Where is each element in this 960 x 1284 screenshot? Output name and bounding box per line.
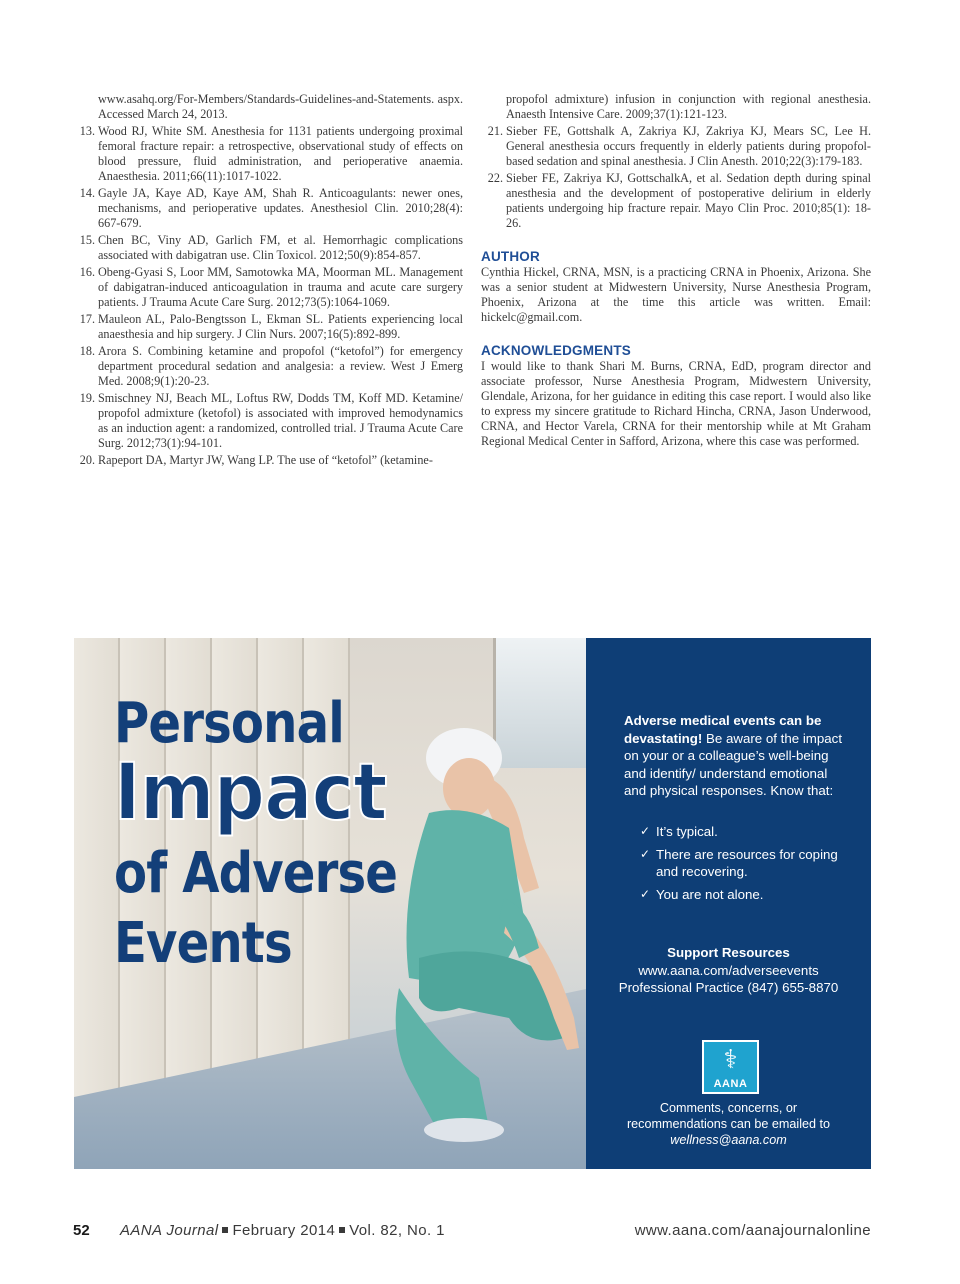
headline-line: of Adverse [114,841,398,906]
page-number: 52 [73,1222,90,1239]
reference-item [73,344,463,389]
reference-number [73,92,98,122]
reference-number: 21. [487,124,503,138]
reference-text: Smischney NJ, Beach ML, Loftus RW, Dodds TM, Koff MD. Ketamine/ propofol admixture (ketofol) is associated with improved hemodynamics as an induction agent: a randomized, controlled trial. J Trauma Acute Care Surg. 2012;73(1):94-101. [98,391,463,450]
support-phone: Professional Practice (847) 655-8870 [618,980,839,995]
reference-item [73,391,463,451]
ad-intro [624,712,844,800]
check-icon: ✓ [640,846,651,861]
acknowledgments-heading: ACKNOWLEDGMENTS [481,343,631,358]
reference-number: 20. [79,453,95,467]
reference-number: 22. [487,171,503,185]
reference-number: 15. [79,233,95,247]
intro-text: Be aware of the impact on your or a colleague’s well-being and identify/ understand emotional and physical responses. Know that: [624,730,843,798]
reference-text: Obeng-Gyasi S, Loor MM, Samotowka MA, Moorman ML. Management of dabigatran-induced anticoagulation in trauma and acute care surgery patients. J Trauma Acute Care Surg. 2012;73(5):1064-1069. [98,265,463,309]
reference-text: Wood RJ, White SM. Anesthesia for 1131 patients undergoing proximal femoral fracture repair: a retrospective, observational study of effects on blood pressure, fluid administration, and perioperative anaemia. Anaesthesia. 2011;66(11):1017-1022. [98,124,463,183]
caduceus-icon: ⚕ [723,1044,738,1074]
support-url[interactable]: www.aana.com/adverseevents [638,962,819,978]
comments-line: Comments, concerns, or [659,1101,798,1115]
bullet-text: There are resources for coping and recovering. [656,846,838,879]
support-title: Support Resources [667,945,790,960]
reference-text: Chen BC, Viny AD, Garlich FM, et al. Hemorrhagic complications associated with dabigatran use. Clin Toxicol. 2012;50(9):854-857. [98,233,463,262]
ad-headline [114,691,443,976]
headline-line: Personal [114,691,344,756]
references-right-column [481,92,871,449]
reference-number: 19. [79,391,95,405]
check-icon: ✓ [640,886,651,901]
support-resources [586,944,871,997]
acknowledgments-text: I would like to thank Shari M. Burns, CRNA, EdD, program director and associate professor, Nurse Anesthesia Program, Midwestern University, Glendale, Arizona, for her guidance in editing this case report. I would also like to express my sincere gratitude to Richard Hincha, CRNA, Jason Underwood, CRNA, and Hector Varela, CRNA for their mentorship while at Mt Graham Regional Medical Center in Safford, Arizona, where this case was performed. [481,359,871,448]
reference-text: www.asahq.org/For-Members/Standards-Guidelines-and-Statements. aspx. Accessed March 24, 2013. [98,92,463,121]
reference-number: 16. [79,265,95,279]
separator-square [222,1227,228,1233]
ad-photo [74,638,586,1169]
reference-item [73,312,463,342]
bullet-item [640,886,850,904]
bullet-item [640,846,850,881]
reference-item [73,453,463,468]
reference-number: 14. [79,186,95,200]
logo-text: AANA [713,1078,748,1090]
comments-line: recommendations can be emailed to [626,1117,830,1131]
reference-item [73,186,463,231]
references-left-column [73,92,463,470]
reference-text: Mauleon AL, Palo-Bengtsson L, Ekman SL. Patients experiencing local anaesthesia and hip surgery. J Clin Nurs. 2007;16(5):892-899. [98,312,463,341]
reference-item [481,171,871,231]
bullet-item [640,823,850,841]
advertisement [74,638,871,1169]
reference-number: 17. [79,312,95,326]
aana-logo [702,1040,759,1094]
journal-website[interactable]: www.aana.com/aanajournalonline [634,1222,871,1239]
reference-item [73,233,463,263]
reference-item [73,265,463,310]
check-icon: ✓ [640,824,651,838]
reference-continuation: propofol admixture) infusion in conjunction with regional anesthesia. Anaesth Intensive Care. 2009;37(1):121-123. [506,92,871,121]
reference-item [73,92,463,122]
author-heading: AUTHOR [481,249,540,264]
reference-number: 18. [79,344,95,358]
volume: Vol. 82, No. 1 [349,1222,445,1239]
bullet-text: You are not alone. [656,886,764,902]
intro-bold: Adverse medical events can be devastating! [624,713,822,746]
separator-square [339,1227,345,1233]
ad-info-panel [586,638,871,1169]
issue-date: February 2014 [232,1222,336,1239]
reference-number: 13. [79,124,95,138]
journal-info [120,1222,445,1239]
author-bio: Cynthia Hickel, CRNA, MSN, is a practicing CRNA in Phoenix, Arizona. She was a senior student at Midwestern University, Nurse Anesthesia Program, Phoenix, Arizona at the time this article was written. Email: hickelc@gmail.com. [481,265,871,324]
headline-line: Events [114,911,292,976]
bullet-text: It’s typical. [656,824,718,839]
reference-text: Rapeport DA, Martyr JW, Wang LP. The use of “ketofol” (ketamine- [98,453,433,467]
ad-bullets [640,823,850,908]
headline-line: Impact [114,748,387,838]
reference-item [73,124,463,184]
reference-text: Gayle JA, Kaye AD, Kaye AM, Shah R. Anticoagulants: newer ones, mechanisms, and perioperative updates. Anesthesiol Clin. 2010;28(4): 667-679. [98,186,463,230]
reference-item [481,124,871,169]
ad-comments [586,1100,871,1148]
journal-name: AANA Journal [120,1222,219,1239]
reference-text: Arora S. Combining ketamine and propofol (“ketofol”) for emergency department procedural sedation and analgesia: a review. West J Emerg Med. 2008;9(1):20-23. [98,344,463,388]
comments-email[interactable]: wellness@aana.com [670,1133,787,1147]
reference-text: Sieber FE, Gottshalk A, Zakriya KJ, Zakriya KJ, Mears SC, Lee H. General anesthesia occurs frequently in elderly patients during propofol-based sedation and spinal anesthesia. J Clin Anesth. 2010;22(3):179-183. [506,124,871,168]
reference-text: Sieber FE, Zakriya KJ, GottschalkA, et al. Sedation depth during spinal anesthesia and the development of postoperative delirium in elderly patients undergoing hip fracture repair. Mayo Clin Proc. 2010;85(1): 18-26. [506,171,871,230]
